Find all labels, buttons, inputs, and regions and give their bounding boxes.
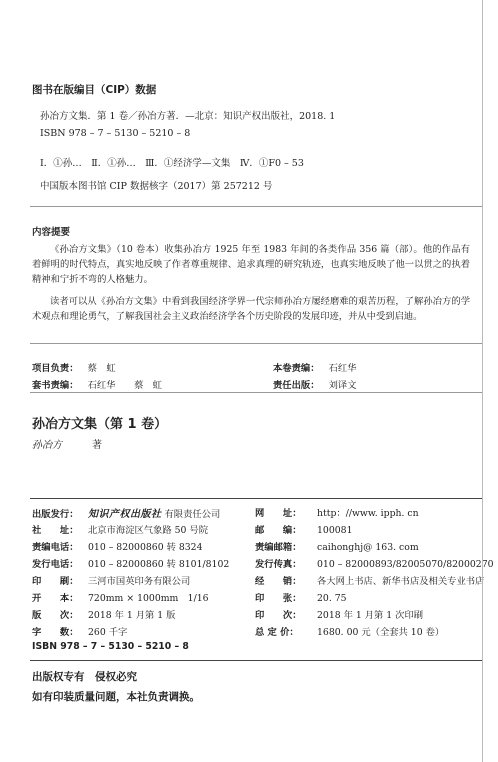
volume-editor-value: 石红华	[328, 363, 357, 374]
colophon-printer	[32, 573, 190, 587]
colophon-distributors	[255, 573, 484, 587]
colophon-website	[255, 505, 419, 519]
colophon-left-value: 有限责任公司	[164, 509, 221, 520]
colophon-right-label: 印 张：	[255, 593, 302, 604]
production-editor	[273, 373, 357, 392]
colophon-sheets	[255, 590, 347, 604]
colophon-left-value: 三河市国英印务有限公司	[88, 576, 191, 587]
summary-paragraph-1: 《孙冶方文集》（10 卷本）收集孙冶方 1925 年至 1983 年间的各类作品 356 篇（部）。他的作品有着鲜明的时代特点，真实地反映了作者尊重规律、追求真理的研究轨迹，也真实地反映了他一以贯之的执着精神和宁折不弯的人格魅力。	[32, 244, 470, 285]
colophon-left-label: 印 刷：	[32, 576, 79, 587]
colophon-right-label: 总 定 价：	[255, 627, 299, 638]
divider-4	[30, 498, 482, 499]
set-editor	[32, 373, 162, 392]
page-edge-line	[482, 0, 483, 762]
summary-paragraph-2: 读者可以从《孙冶方文集》中看到我国经济学界一代宗师孙冶方屡经磨难的艰苦历程，了解孙冶方的学术观点和理论勇气，了解我国社会主义政治经济学各个历史阶段的发展印迹，并从中受到启迪。	[32, 296, 470, 322]
book-title: 孙冶方文集（第 1 卷）	[32, 417, 168, 432]
colophon-right-label: 发行传真：	[255, 559, 302, 570]
colophon-right-value: 1680. 00 元（全套共 10 卷）	[317, 627, 445, 638]
colophon-left-label: 出版发行：	[32, 509, 79, 520]
colophon-format	[32, 590, 209, 604]
colophon-word-count	[32, 624, 127, 638]
colophon-left-label: 责编电话：	[32, 542, 79, 553]
colophon-left-value: 010 – 82000860 转 8324	[88, 542, 203, 553]
colophon-left-label: 版 次：	[32, 610, 79, 621]
colophon-left-value: 北京市海淀区气象路 50 号院	[88, 525, 209, 536]
colophon-left-value: ISBN 978 – 7 – 5130 – 5210 – 8	[32, 641, 189, 652]
colophon-left-value: 720mm × 1000mm 1/16	[88, 593, 209, 604]
colophon-right-value: 各大网上书店、新华书店及相关专业书店	[317, 576, 485, 587]
colophon-right-label: 网 址：	[255, 508, 302, 519]
colophon-left-label: 字 数：	[32, 627, 79, 638]
copyright-notice: 出版权专有 侵权必究	[32, 671, 137, 683]
volume-editor-label: 本卷责编：	[273, 363, 320, 374]
book-author: 孙冶方	[32, 440, 62, 451]
project-lead-label: 项目负责：	[32, 363, 79, 374]
cip-line-classification: Ⅰ．①孙… Ⅱ．①孙… Ⅲ．①经济学—文集 Ⅳ．①F0 – 53	[40, 158, 304, 169]
colophon-distribution-phone	[32, 556, 229, 570]
divider-3	[30, 392, 482, 393]
divider-2	[30, 343, 482, 344]
colophon-editor-phone	[32, 539, 203, 553]
colophon-edition	[32, 607, 175, 621]
colophon-right-value: 20. 75	[317, 593, 347, 604]
publisher-logo: 知识产权出版社	[88, 509, 162, 520]
colophon-address	[32, 522, 208, 536]
colophon-printing	[255, 607, 423, 621]
cip-line-isbn: ISBN 978 – 7 – 5130 – 5210 – 8	[40, 128, 191, 139]
colophon-right-label: 邮 编：	[255, 525, 302, 536]
colophon-right-value: caihonghj@ 163. com	[317, 542, 419, 553]
colophon-left-value: 260 千字	[88, 627, 128, 638]
colophon-left-value: 010 – 82000860 转 8101/8102	[88, 559, 230, 570]
cip-title: 图书在版编目（CIP）数据	[32, 84, 157, 96]
quality-notice: 如有印装质量问题，本社负责调换。	[32, 691, 200, 703]
colophon-left-value: 2018 年 1 月第 1 版	[88, 610, 176, 621]
colophon-total-price	[255, 624, 444, 638]
set-editor-value: 石红华 蔡 虹	[87, 380, 162, 391]
set-editor-label: 套书责编：	[32, 380, 79, 391]
summary-heading: 内容提要	[32, 227, 71, 238]
colophon-right-label: 印 次：	[255, 610, 302, 621]
colophon-left-label: 开 本：	[32, 593, 79, 604]
divider-5	[30, 660, 482, 661]
divider-1	[30, 206, 482, 207]
cip-line-record: 中国版本图书馆 CIP 数据核字（2017）第 257212 号	[40, 181, 273, 192]
production-editor-label: 责任出版：	[273, 380, 320, 391]
cip-line-1: 孙冶方文集．第 1 卷／孙冶方著．—北京：知识产权出版社，2018. 1	[40, 111, 336, 122]
colophon-left-label: 发行电话：	[32, 559, 79, 570]
colophon-right-value: 2018 年 1 月第 1 次印刷	[317, 610, 424, 621]
colophon-right-value: 100081	[317, 525, 353, 536]
colophon-right-label: 责编邮箱：	[255, 542, 302, 553]
book-author-role: 著	[92, 440, 102, 451]
project-lead-value: 蔡 虹	[87, 363, 116, 374]
colophon-right-value: http：//www. ipph. cn	[317, 508, 419, 519]
colophon-publisher	[32, 505, 220, 520]
production-editor-value: 刘译文	[328, 380, 357, 391]
colophon-editor-email	[255, 539, 419, 553]
colophon-fax	[255, 556, 494, 570]
colophon-right-label: 经 销：	[255, 576, 302, 587]
colophon-right-value: 010 – 82000893/82005070/82000270	[317, 559, 494, 570]
colophon-left-label: 社 址：	[32, 525, 79, 536]
colophon-isbn	[32, 641, 189, 652]
colophon-postcode	[255, 522, 353, 536]
